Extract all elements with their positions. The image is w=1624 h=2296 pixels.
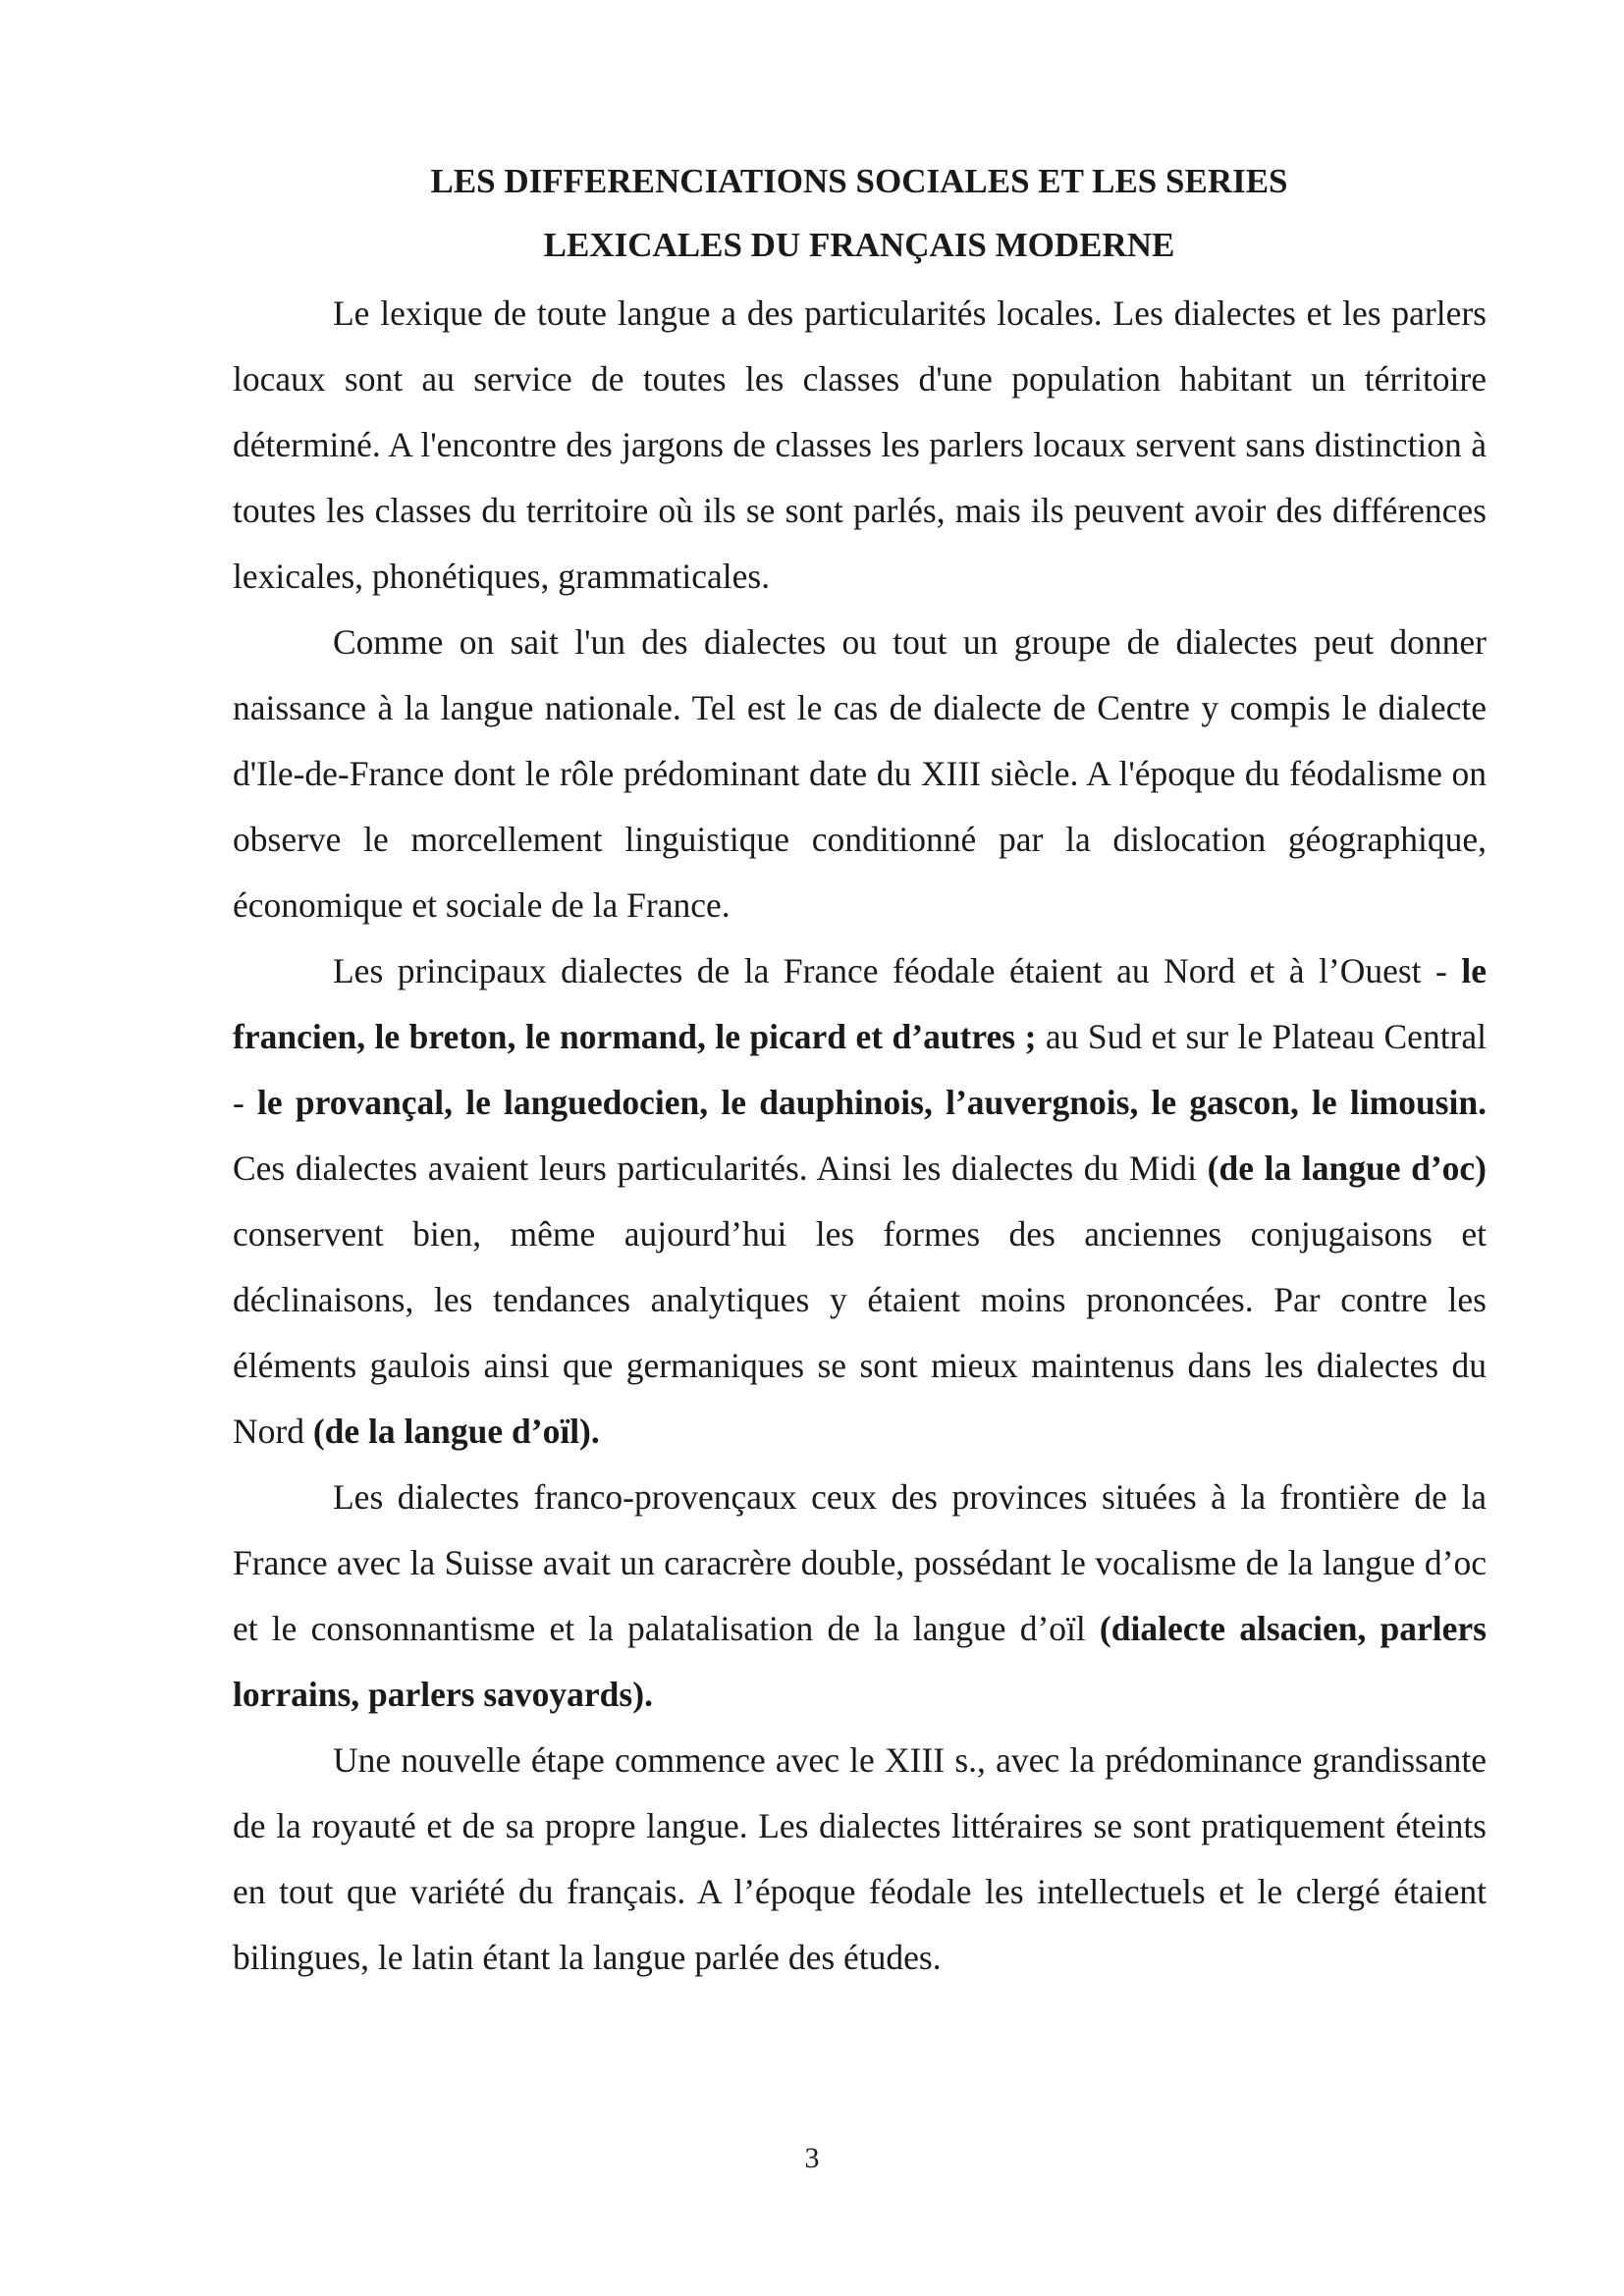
paragraph-3 (233, 938, 1487, 1465)
document-body (233, 281, 1487, 1991)
paragraph-4-text-1: Les dialectes franco-provençaux ceux des provinces situées à la frontière de la France avec la Suisse avait un caracrère double, possédant le vocalisme de la langue d’oc et le consonnantisme et la palatalisation de la langue d’oïl (233, 1477, 1487, 1648)
paragraph-2: Comme on sait l'un des dialectes ou tout un groupe de dialectes peut donner naissance à la langue nationale. Tel est le cas de dialecte de Centre y compis le dialecte d'Ile-de-France dont le rôle prédominant date du XIII siècle. A l'époque du féodalisme on observe le morcellement linguistique conditionné par la dislocation géographique, économique et sociale de la France. (233, 622, 1487, 925)
paragraph-3-text-1: Les principaux dialectes de la France féodale étaient au Nord et à l’Ouest - (333, 951, 1462, 990)
paragraph-1: Le lexique de toute langue a des particularités locales. Les dialectes et les parlers locaux sont au service de toutes les classes d'une population habitant un térritoire déterminé. A l'encontre des jargons de classes les parlers locaux servent sans distinction à toutes les classes du territoire où ils se sont parlés, mais ils peuvent avoir des différences lexicales, phonétiques, grammaticales. (233, 294, 1487, 596)
paragraph-4 (233, 1465, 1487, 1728)
title-line-1: LES DIFFERENCIATIONS SOCIALES ET LES SERIES (430, 162, 1288, 200)
page-number: 3 (804, 2142, 820, 2174)
paragraph-3-bold-2: le provançal, le languedocien, le dauphinois, l’auvergnois, le gascon, le limousin. (257, 1083, 1487, 1122)
paragraph-3-text-4: conservent bien, même aujourd’hui les formes des anciennes conjugaisons et déclinaisons, les tendances analytiques y étaient moins prononcées. Par contre les éléments gaulois ainsi que germaniques se sont mieux maintenus dans les dialectes du Nord (233, 1214, 1487, 1451)
paragraph-3-bold-1: le francien, le breton, le normand, le picard et d’autres ; (233, 951, 1487, 1056)
paragraph-4-bold-1: (dialecte alsacien, parlers lorrains, parlers savoyards). (233, 1609, 1487, 1714)
paragraph-5: Une nouvelle étape commence avec le XIII s., avec la prédominance grandissante de la royauté et de sa propre langue. Les dialectes littéraires se sont pratiquement éteints en tout que variété du français. A l’époque féodale les intellectuels et le clergé étaient bilingues, le latin étant la langue parlée des études. (233, 1740, 1487, 1977)
document-title (231, 149, 1488, 277)
paragraph-3-bold-3: (de la langue d’oc) (1207, 1148, 1487, 1188)
paragraph-3-text-2: au Sud et sur le Plateau Central - (233, 1017, 1487, 1122)
title-line-2: LEXICALES DU FRANÇAIS MODERNE (543, 226, 1175, 264)
paragraph-3-bold-4: (de la langue d’oïl). (312, 1412, 600, 1451)
paragraph-3-text-3: Ces dialectes avaient leurs particularités. Ainsi les dialectes du Midi (233, 1148, 1208, 1188)
